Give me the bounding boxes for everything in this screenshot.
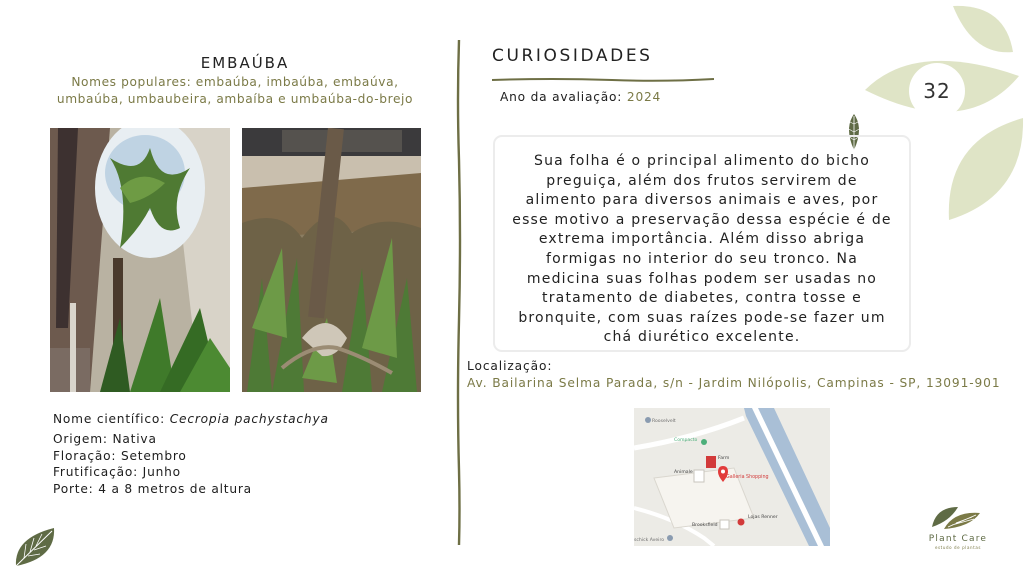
location-address: Av. Bailarina Selma Parada, s/n - Jardim Nilópolis, Campinas - SP, 13091-901 [467, 376, 1001, 390]
brand-logo [930, 503, 982, 533]
map-label-galleria: Galleria Shopping [726, 475, 769, 480]
species-facts [53, 431, 252, 497]
origin: Origem: Nativa [53, 432, 157, 446]
curiosities-text: Sua folha é o principal alimento do bicho preguiça, além dos frutos servirem de alimento para diversos animais e aves, por esse motivo a preservação dessa espécie é de extrema importância. Além disso abriga formigas no interior do seu tronco. Na medicina suas folhas podem ser usadas no tratamento de diabetes, contra tosse e bronquite, com suas raízes pode-se fazer um chá diurético excelente. [512, 153, 892, 346]
vertical-divider [456, 40, 462, 545]
map-label-rooselvelt: Rooselvelt [652, 419, 676, 424]
photo-mall-interior [50, 128, 230, 392]
scientific-name [53, 411, 329, 428]
scientific-label: Nome científico: [53, 412, 166, 426]
brand-tagline: estudo de plantas [934, 545, 982, 550]
photo-tree-trunk [242, 128, 421, 392]
popular-names: Nomes populares: embaúba, imbaúba, embaúva, umbaúba, umbaubeira, ambaíba e umbaúba-do-brejo [56, 75, 414, 106]
map-label-farm: Farm [718, 456, 730, 461]
map-label-brooksfield: Brooksfield [692, 523, 718, 528]
page-number: 32 [909, 63, 965, 119]
location-map[interactable] [634, 408, 830, 546]
map-label-compacto: Compacto [674, 438, 698, 443]
evaluation-year [500, 90, 661, 104]
map-label-animale: Animale [674, 470, 693, 475]
species-title: EMBAÚBA [200, 54, 290, 72]
scientific-name-value: Cecropia pachystachya [169, 412, 329, 426]
year-label: Ano da avaliação: [500, 90, 623, 104]
fruiting: Frutificação: Junho [53, 465, 181, 480]
flowering: Floração: Setembro [53, 448, 187, 463]
size: Porte: 4 a 8 metros de altura [53, 481, 252, 496]
map-label-renner: Lojas Renner [748, 515, 778, 520]
map-label-aveiro: schick Aveiro [634, 538, 665, 543]
location-label: Localização: [467, 359, 553, 373]
brand-name: Plant Care [928, 534, 988, 544]
leaf-icon [12, 524, 58, 570]
year-value: 2024 [626, 90, 662, 104]
title-underline [492, 68, 714, 74]
curiosities-title: CURIOSIDADES [492, 46, 653, 66]
